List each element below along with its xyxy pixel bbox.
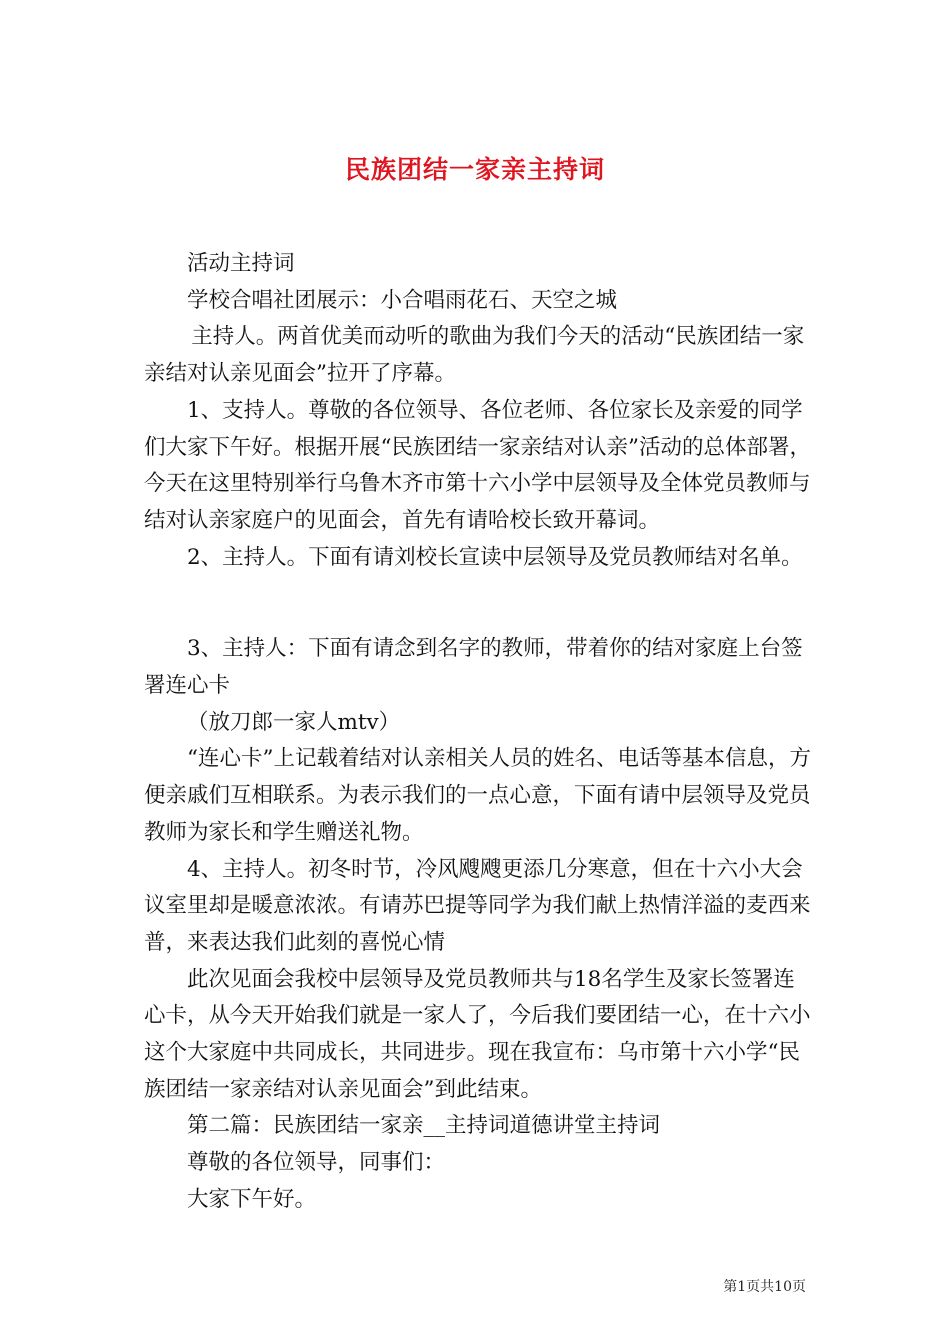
paragraph-second-article: 第二篇：民族团结一家亲__主持词道德讲堂主持词 <box>187 1113 661 1139</box>
paragraph-host-4: 4、主持人。初冬时节，冷风飕飕更添几分寒意，但在十六小大会议室里却是暖意浓浓。有请苏巴提等同学为我们献上热情洋溢的麦西来普，来表达我们此刻的喜悦心情 <box>144 856 811 955</box>
paragraph-closing: 此次见面会我校中层领导及党员教师共与18名学生及家长签署连心卡，从今天开始我们就是一家人了，今后我们要团结一心，在十六小这个大家庭中共同成长，共同进步。现在我宣布：乌市第十六小学“民族团结一家亲结对认亲见面会”到此结束。 <box>144 966 811 1102</box>
paragraph-good-afternoon: 大家下午好。 <box>187 1186 317 1212</box>
paragraph-choir-show: 学校合唱社团展示：小合唱雨花石、天空之城 <box>187 287 618 313</box>
document-body <box>144 246 816 1219</box>
paragraph-activity-heading: 活动主持词 <box>187 251 295 276</box>
paragraph-host-1: 1、支持人。尊敬的各位领导、各位老师、各位家长及亲爱的同学们大家下午好。根据开展“民族团结一家亲结对认亲”活动的总体部署，今天在这里特别举行乌鲁木齐市第十六小学中层领导及全体党员教师与结对认亲家庭户的见面会，首先有请哈校长致开幕词。 <box>144 397 811 533</box>
paragraph-host-3: 3、主持人：下面有请念到名字的教师，带着你的结对家庭上台签署连心卡 <box>144 636 803 699</box>
paragraph-heart-card: “连心卡”上记载着结对认亲相关人员的姓名、电话等基本信息，方便亲戚们互相联系。为表示我们的一点心意，下面有请中层领导及党员教师为家长和学生赠送礼物。 <box>144 746 811 845</box>
paragraph-host-2: 2、主持人。下面有请刘校长宣读中层领导及党员教师结对名单。 <box>187 544 803 570</box>
page-title: 民族团结一家亲主持词 <box>344 154 605 184</box>
paragraph-host-opening: 主持人。两首优美而动听的歌曲为我们今天的活动“民族团结一家亲结对认亲见面会”拉开了序幕。 <box>144 324 805 387</box>
page-number: 第1页共10页 <box>723 1279 806 1295</box>
paragraph-mtv-note: （放刀郎一家人mtv） <box>187 709 401 735</box>
paragraph-greeting: 尊敬的各位领导，同事们： <box>187 1150 446 1176</box>
